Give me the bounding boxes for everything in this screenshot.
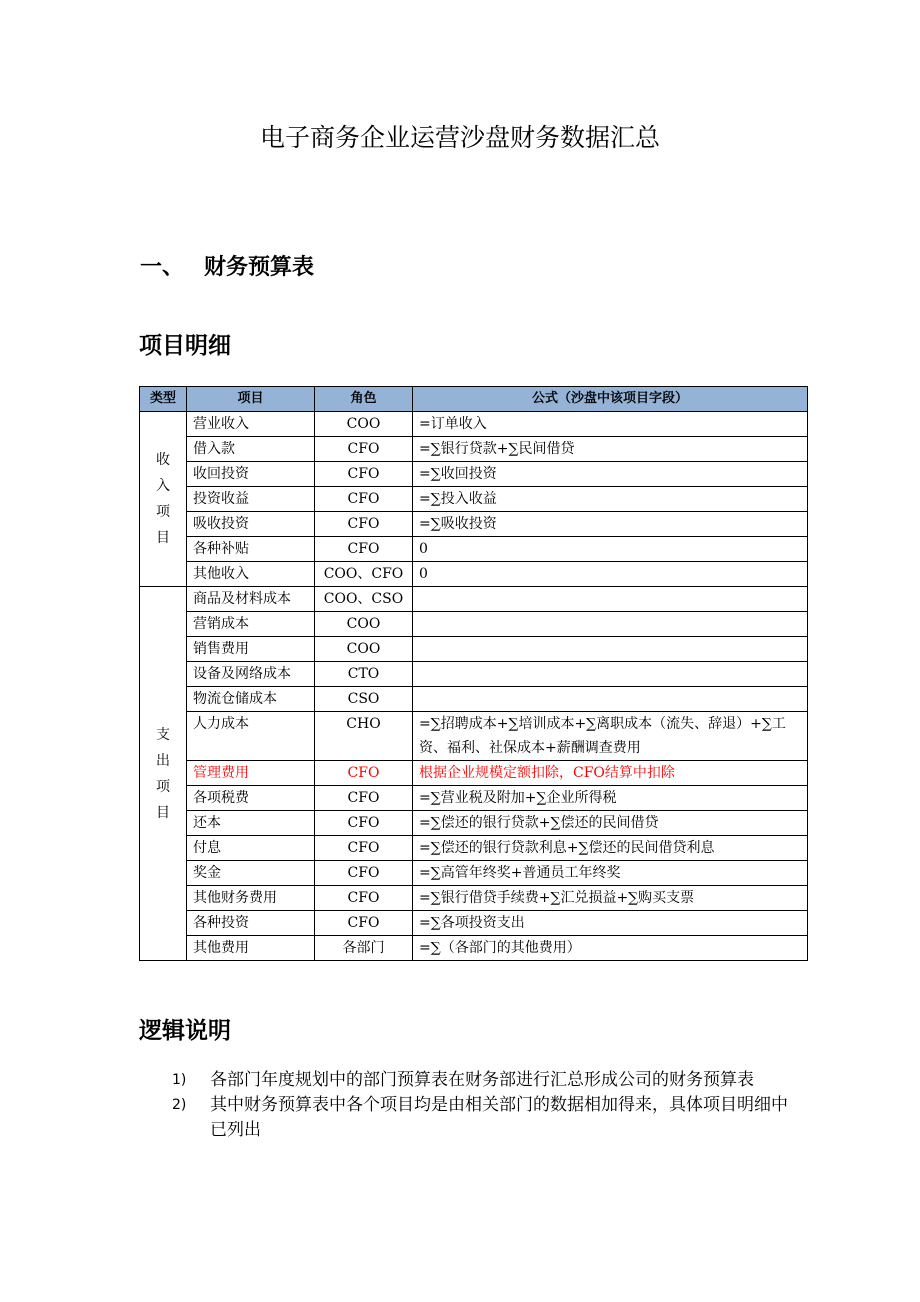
list-text: 各部门年度规划中的部门预算表在财务部进行汇总形成公司的财务预算表 [210, 1070, 754, 1090]
table-row [140, 537, 808, 562]
table-row [140, 662, 808, 687]
item-cell: 管理费用 [187, 761, 315, 786]
table-row [140, 487, 808, 512]
table-row [140, 562, 808, 587]
table-row [140, 712, 808, 761]
formula-cell: =∑招聘成本+∑培训成本+∑离职成本（流失、辞退）+∑工资、福利、社保成本+薪酬调查费用 [413, 712, 808, 761]
item-cell: 借入款 [187, 437, 315, 462]
type-cell [140, 587, 187, 961]
item-cell: 人力成本 [187, 712, 315, 761]
formula-cell: =∑（各部门的其他费用） [413, 936, 808, 961]
detail-heading: 项目明细 [139, 333, 231, 359]
list-item [172, 1068, 802, 1093]
item-cell: 商品及材料成本 [187, 587, 315, 612]
role-cell: CHO [315, 712, 413, 761]
item-cell: 设备及网络成本 [187, 662, 315, 687]
role-cell: CFO [315, 462, 413, 487]
formula-cell: =∑吸收投资 [413, 512, 808, 537]
item-cell: 其他收入 [187, 562, 315, 587]
formula-cell: =∑银行借贷手续费+∑汇兑损益+∑购买支票 [413, 886, 808, 911]
table-row [140, 861, 808, 886]
formula-cell: =∑偿还的银行贷款利息+∑偿还的民间借贷利息 [413, 836, 808, 861]
formula-cell: 根据企业规模定额扣除，CFO结算中扣除 [413, 761, 808, 786]
list-number: 2) [172, 1097, 187, 1113]
budget-table [139, 386, 808, 961]
formula-cell: =∑收回投资 [413, 462, 808, 487]
table-row [140, 612, 808, 637]
formula-cell: =∑营业税及附加+∑企业所得税 [413, 786, 808, 811]
item-cell: 付息 [187, 836, 315, 861]
role-cell: CFO [315, 512, 413, 537]
item-cell: 奖金 [187, 861, 315, 886]
table-row [140, 761, 808, 786]
formula-cell: =∑各项投资支出 [413, 911, 808, 936]
role-cell: COO [315, 612, 413, 637]
table-row [140, 637, 808, 662]
formula-cell: =∑高管年终奖+普通员工年终奖 [413, 861, 808, 886]
item-cell: 营销成本 [187, 612, 315, 637]
table-row [140, 886, 808, 911]
formula-cell [413, 662, 808, 687]
item-cell: 其他财务费用 [187, 886, 315, 911]
role-cell: CFO [315, 886, 413, 911]
header-role: 角色 [315, 387, 413, 412]
item-cell: 各项税费 [187, 786, 315, 811]
role-cell: COO、CFO [315, 562, 413, 587]
role-cell: CFO [315, 861, 413, 886]
table-row [140, 811, 808, 836]
role-cell: CTO [315, 662, 413, 687]
formula-cell: 0 [413, 562, 808, 587]
role-cell: CFO [315, 761, 413, 786]
item-cell: 其他费用 [187, 936, 315, 961]
header-item: 项目 [187, 387, 315, 412]
item-cell: 各种投资 [187, 911, 315, 936]
formula-cell [413, 612, 808, 637]
formula-cell: =∑投入收益 [413, 487, 808, 512]
role-cell: CFO [315, 487, 413, 512]
list-text: 其中财务预算表中各个项目均是由相关部门的数据相加得来，具体项目明细中已列出 [210, 1095, 788, 1140]
item-cell: 营业收入 [187, 412, 315, 437]
table-row [140, 836, 808, 861]
formula-cell [413, 587, 808, 612]
section-heading [140, 250, 314, 281]
list-item [172, 1093, 802, 1143]
role-cell: CFO [315, 836, 413, 861]
formula-cell: =∑偿还的银行贷款+∑偿还的民间借贷 [413, 811, 808, 836]
table-row [140, 936, 808, 961]
item-cell: 还本 [187, 811, 315, 836]
section-label: 财务预算表 [204, 255, 315, 280]
role-cell: CSO [315, 687, 413, 712]
item-cell: 投资收益 [187, 487, 315, 512]
formula-cell [413, 637, 808, 662]
role-cell: CFO [315, 786, 413, 811]
item-cell: 物流仓储成本 [187, 687, 315, 712]
table-row [140, 587, 808, 612]
formula-cell: =订单收入 [413, 412, 808, 437]
role-cell: COO、CSO [315, 587, 413, 612]
formula-cell: =∑银行贷款+∑民间借贷 [413, 437, 808, 462]
role-cell: CFO [315, 537, 413, 562]
role-cell: COO [315, 637, 413, 662]
table-row [140, 687, 808, 712]
table-row [140, 412, 808, 437]
logic-list [172, 1068, 802, 1143]
item-cell: 吸收投资 [187, 512, 315, 537]
formula-cell [413, 687, 808, 712]
role-cell: COO [315, 412, 413, 437]
table-row [140, 462, 808, 487]
item-cell: 销售费用 [187, 637, 315, 662]
formula-cell: 0 [413, 537, 808, 562]
table-row [140, 786, 808, 811]
table-row [140, 512, 808, 537]
role-cell: 各部门 [315, 936, 413, 961]
type-label: 收入项目 [156, 452, 170, 546]
item-cell: 各种补贴 [187, 537, 315, 562]
table-row [140, 437, 808, 462]
logic-heading: 逻辑说明 [139, 1018, 231, 1044]
table-row [140, 911, 808, 936]
type-label: 支出项目 [156, 726, 170, 821]
role-cell: CFO [315, 437, 413, 462]
list-number: 1) [172, 1072, 187, 1088]
document-title: 电子商务企业运营沙盘财务数据汇总 [259, 123, 660, 152]
item-cell: 收回投资 [187, 462, 315, 487]
type-cell [140, 412, 187, 587]
header-type: 类型 [140, 387, 187, 412]
section-number: 一、 [140, 255, 185, 280]
header-formula: 公式（沙盘中该项目字段） [413, 387, 808, 412]
role-cell: CFO [315, 811, 413, 836]
role-cell: CFO [315, 911, 413, 936]
